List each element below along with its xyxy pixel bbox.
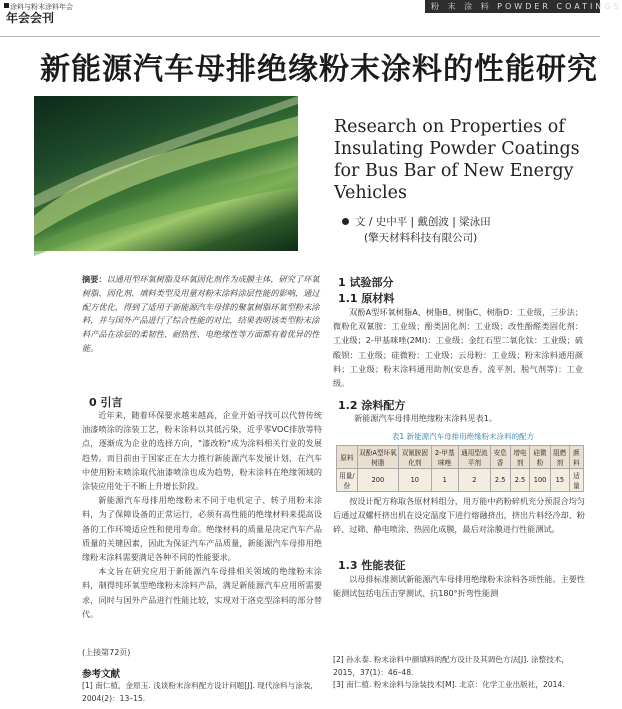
formula-table [336, 445, 584, 492]
section-banner [425, 0, 622, 13]
table-cell: 用量/份 [337, 469, 358, 492]
table-cell: 2.5 [490, 469, 510, 492]
reference-item: [3] 南仁植. 粉末涂料与涂装技术[M]. 北京：化学工业出版社，2014. [333, 680, 565, 689]
process-text: 按设计配方称取各原材料组分，用万能中药粉碎机充分预混合均匀后通过双螺杆挤出机在设定温度下进行熔融挤出，挤出片料经冷却、粉碎、过筛、静电喷涂、热固化成膜，最后对涂膜进行性能测试。 [333, 496, 585, 535]
table-header-cell: 硅微粉 [530, 446, 550, 469]
article-title-cn: 新能源汽车母排绝缘粉末涂料的性能研究 [40, 52, 598, 87]
continued-note: (上接第72页) [82, 648, 131, 657]
cover-photo [34, 96, 298, 251]
intro-paragraph-2: 新能源汽车母排用绝缘粉末不同于电机定子、转子用粉末涂料，为了保障设备的正常运行，必须有高性能的绝缘材料来提高设备的工作环境适应性和使用寿命。绝缘材料的质量是决定汽车产品质量的关键因素，因此为保证汽车产品质量，新能源汽车母排用绝缘粉末涂料需要满足各种不同的性能要求。 [82, 495, 322, 563]
journal-badge-text: 年会会刊 [6, 11, 55, 25]
table-cell: 100 [530, 469, 550, 492]
table-cell: 15 [550, 469, 569, 492]
references-heading: 参考文献 [82, 669, 121, 680]
abstract-label: 摘要： [82, 274, 107, 284]
abstract [82, 273, 322, 356]
table-header-cell: 通用型流平剂 [458, 446, 490, 469]
raw-materials-text: 双酚A型环氧树脂A、树脂B、树脂C、树脂D：工业级，三步法；微粉化双氰胺：工业级；酚类固化剂：工业级；改性酚醛类固化剂：工业级；2-甲基咪唑(2MI)：工业级；金红石型二氧化钛：工业级；硫酸钡：工业级；硅微粉：工业级；云母粉：工业级；粉末涂料通用颜料；工业级；粉末涂料通用助剂(安息香、流平剂、脱气剂等)：工业级。 [333, 307, 583, 389]
affiliation: (擎天材料科技有限公司) [364, 232, 478, 244]
reference-item: [1] 南仁植，金原玉. 浅谈粉末涂料配方设计问题[J]. 现代涂料与涂装，2004(2)：13–15. [82, 681, 319, 703]
table-cell: 200 [357, 469, 398, 492]
perf-text: 以母排标准测试新能源汽车母排用绝缘粉末涂料各项性能。主要性能测试包括电压击穿测试、抗180°折弯性能测 [333, 574, 585, 599]
intro-paragraph-3: 本文旨在研究应用于新能源汽车母排相关领域的绝缘粉末涂料，制得纯环氧型绝缘粉末涂料产品，满足新能源汽车应用所需要求，同时与国外产品进行性能比较，实现对于洛克型涂料的部分替代。 [82, 566, 322, 619]
table-header-cell: 双酚A型环氧树脂 [357, 446, 398, 469]
table-header-cell: 双氰胺固化剂 [399, 446, 431, 469]
section-raw-heading: 1.1 原材料 [338, 292, 395, 305]
section-intro-heading: 0 引言 [89, 396, 123, 409]
table-cell: 2 [458, 469, 490, 492]
section-perf-heading: 1.3 性能表征 [338, 559, 406, 572]
table-header-cell: 增电剂 [510, 446, 530, 469]
table-header-row [337, 446, 584, 469]
cover-photo-art [34, 96, 298, 251]
references-right [333, 654, 588, 692]
abstract-text: 以通用型环氧树脂及环氧固化剂作为成膜主体，研究了环氧树脂、固化剂、填料类型及用量对粉末涂料涂层性能的影响，通过配方优化，得到了适用于新能源汽车母排的聚氯树脂环氧型粉末涂料，并与国外产品进行了综合性能的对比，结果表明该类型粉末涂料产品在涂层的柔韧性、耐热性、电绝缘性等方面都有着优异的性能。 [82, 274, 320, 353]
section-banner-text: 粉 末 涂 料 POWDER COATINGS [431, 2, 622, 11]
reference-item: [2] 孙永泰. 粉末涂料中颜填料的配方设计及其调色方法[J]. 涂整技术，2015，37(1)：46–48. [333, 655, 570, 677]
table-header-cell: 2-甲基咪唑 [431, 446, 458, 469]
section-exp-heading: 1 试验部分 [338, 276, 394, 289]
table-header-cell: 颜料 [569, 446, 583, 469]
journal-badge [0, 0, 84, 28]
table-header-cell: 阻燃剂 [550, 446, 569, 469]
authors: 文 / 史中平 | 戴创波 | 梁泳田 [355, 216, 491, 228]
bullet-icon [342, 218, 349, 225]
table-cell: 10 [399, 469, 431, 492]
formula-text: 新能源汽车母排用绝缘粉末涂料见表1。 [354, 413, 497, 423]
section-formula-heading: 1.2 涂料配方 [338, 399, 406, 412]
author-line [342, 214, 491, 229]
intro-paragraph-1: 近年来，随着环保要求越来越高，企业开始寻找可以代替传统油漆喷涂的涂装工艺，粉末涂料以其低污染，近乎零VOC排放等特点，逐渐成为企业的选择方向，"漆改粉"成为涂料相关行业的发展趋势。而目前由于国家正在大力推行新能源汽车发展计划，在汽车中使用粉末喷涂取代油漆喷涂也成为趋势，粉末涂料在绝缘领域的涂装应用处于不断上升增长阶段。 [82, 410, 322, 492]
intro-body [82, 408, 322, 621]
table-header-cell: 安息香 [490, 446, 510, 469]
table-caption: 表1 新能源汽车母排用绝缘粉末涂料的配方 [391, 432, 535, 441]
table-row [337, 469, 584, 492]
table-header-cell: 原料 [337, 446, 358, 469]
header-divider [0, 36, 600, 37]
table-cell: 适量 [569, 469, 583, 492]
article-title-en: Research on Properties of Insulating Powder Coatings for Bus Bar of New Energy Vehicles [334, 117, 580, 203]
journal-series: 涂料与粉末涂料年会 [10, 3, 73, 11]
table-cell: 2.5 [510, 469, 530, 492]
badge-mark [4, 3, 9, 8]
table-cell: 1 [431, 469, 458, 492]
